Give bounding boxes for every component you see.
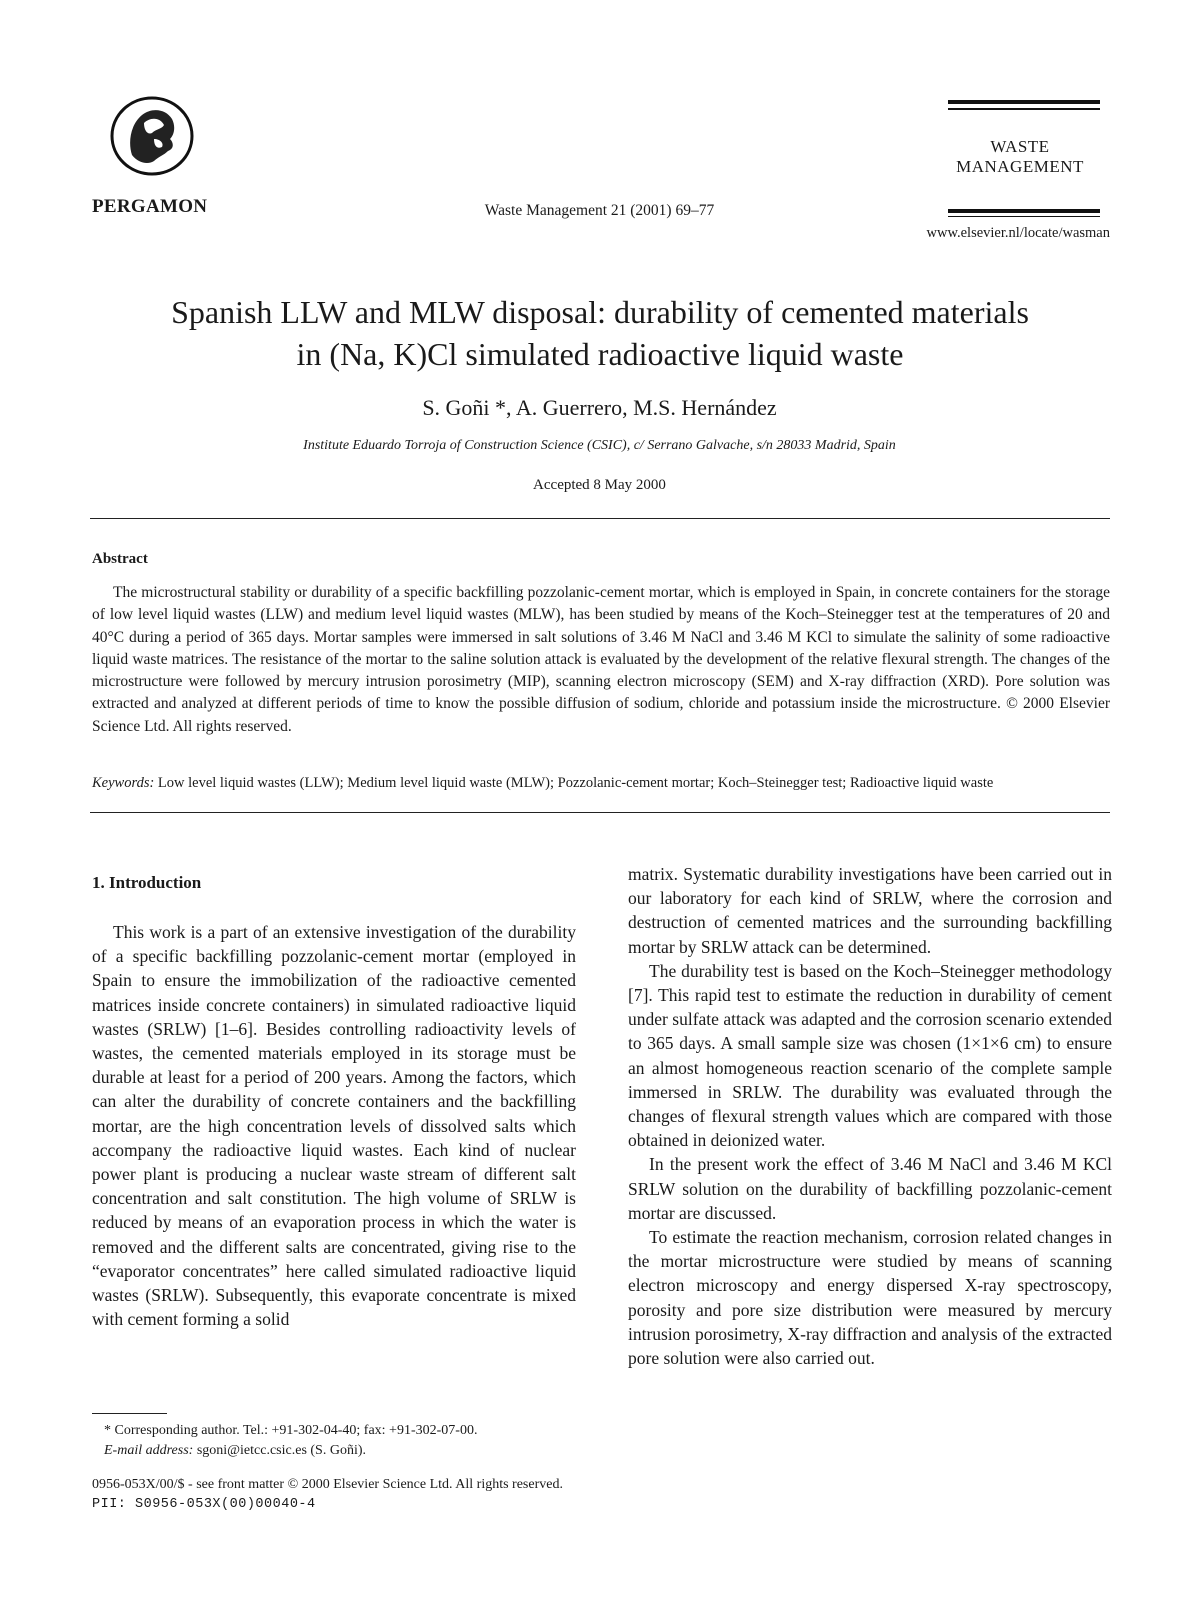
journal-name xyxy=(920,137,1120,177)
page-footer xyxy=(92,1475,563,1515)
keywords-list: Low level liquid wastes (LLW); Medium level liquid waste (MLW); Pozzolanic-cement mortar; Koch–Steinegger test; Radioactive liquid waste xyxy=(154,775,994,791)
pergamon-athena-logo xyxy=(104,95,200,177)
journal-name-line2: MANAGEMENT xyxy=(956,157,1084,176)
paragraph: This work is a part of an extensive investigation of the durability of a specific backfilling pozzolanic-cement mortar (employed in Spain to ensure the immobilization of the radioactive cemented matrices inside concrete containers) in simulated radioactive liquid wastes (SRLW) [1–6]. Besides controlling radioactivity levels of wastes, the cemented materials employed in its storage must be durable at least for a period of 200 years. Among the factors, which can alter the durability of concrete containers and the backfilling mortar, are the high concentration levels of dissolved salts which accompany the radioactive liquid wastes. Each kind of nuclear power plant is producing a nuclear waste stream of different salt concentration and salt constitution. The high volume of SRLW is reduced by means of an evaporation process in which the water is removed and the different salts are concentrated, giving rise to the “evaporator concentrates” here called simulated radioactive liquid wastes (SRLW). Subsequently, this evaporate concentrate is mixed with cement forming a solid xyxy=(92,922,576,1330)
paragraph: matrix. Systematic durability investigations have been carried out in our laboratory for each kind of SRLW, where the corrosion and destruction of cemented matrices and the surrounding backfilling mortar by SRLW attack can be determined. xyxy=(628,864,1112,957)
authors: S. Goñi *, A. Guerrero, M.S. Hernández xyxy=(422,395,777,420)
email-address[interactable]: sgoni@ietcc.csic.es (S. Goñi). xyxy=(193,1443,367,1458)
divider xyxy=(90,518,1110,519)
keywords-label: Keywords: xyxy=(92,775,155,791)
journal-url[interactable]: www.elsevier.nl/locate/wasman xyxy=(926,225,1110,241)
right-column xyxy=(628,862,1112,1370)
divider xyxy=(90,812,1110,813)
email-label: E-mail address: xyxy=(104,1443,194,1458)
journal-name-line1: WASTE xyxy=(990,137,1050,156)
publisher-name: PERGAMON xyxy=(92,196,208,217)
paragraph: In the present work the effect of 3.46 M NaCl and 3.46 M KCl SRLW solution on the durability of backfilling pozzolanic-cement mortar are discussed. xyxy=(628,1154,1112,1223)
header-rule xyxy=(948,100,1100,104)
corresponding-author: * Corresponding author. Tel.: +91-302-04-40; fax: +91-302-07-00. xyxy=(104,1423,478,1438)
copyright-line: 0956-053X/00/$ - see front matter © 2000 Elsevier Science Ltd. All rights reserved. xyxy=(92,1477,563,1492)
journal-reference: Waste Management 21 (2001) 69–77 xyxy=(484,202,715,219)
section-heading: 1. Introduction xyxy=(92,873,202,892)
abstract-text: The microstructural stability or durability of a specific backfilling pozzolanic-cement mortar, which is employed in Spain, in concrete containers for the storage of low level liquid wastes (LLW) and medium level liquid wastes (MLW), has been studied by means of the Koch–Steinegger test at the temperatures of 20 and 40°C during a period of 365 days. Mortar samples were immersed in salt solutions of 3.46 M NaCl and 3.46 M KCl to simulate the salinity of some radioactive liquid waste matrices. The resistance of the mortar to the saline solution attack is evaluated by the development of the relative flexural strength. The changes of the microstructure were followed by mercury intrusion porosimetry (MIP), scanning electron microscopy (SEM) and X-ray diffraction (XRD). Pore solution was extracted and analyzed at different periods of time to know the possible diffusion of sodium, chloride and potassium inside the microstructure. © 2000 Elsevier Science Ltd. All rights reserved. xyxy=(92,584,1110,735)
header-rule xyxy=(948,209,1100,213)
affiliation: Institute Eduardo Torroja of Construction Science (CSIC), c/ Serrano Galvache, s/n 28033 Madrid, Spain xyxy=(303,438,896,453)
paragraph: To estimate the reaction mechanism, corrosion related changes in the mortar microstructure were studied by means of scanning electron microscopy and energy dispersed X-ray spectroscopy, porosity and pore size distribution were measured by mercury intrusion porosimetry, X-ray diffraction and analysis of the extracted pore solution were also carried out. xyxy=(628,1227,1112,1369)
paragraph: The durability test is based on the Koch–Steinegger methodology [7]. This rapid test to estimate the reduction in durability of cement under sulfate attack was adapted and the corrosion scenario extended to 365 days. A small sample size was chosen (1×1×6 cm) to ensure an almost homogeneous reaction scenario of the complete sample immersed in SRLW. The durability was evaluated through the changes of flexural strength values which are compared with those obtained in deionized water. xyxy=(628,960,1112,1151)
header-rule xyxy=(948,216,1100,217)
abstract-heading: Abstract xyxy=(92,551,148,567)
footnote xyxy=(92,1421,592,1461)
title-line-2: in (Na, K)Cl simulated radioactive liquid waste xyxy=(296,336,904,372)
title-line-1: Spanish LLW and MLW disposal: durability of cemented materials xyxy=(171,294,1029,330)
keywords xyxy=(92,773,1110,794)
accepted-date: Accepted 8 May 2000 xyxy=(533,477,666,493)
article-title xyxy=(60,291,1140,375)
left-column xyxy=(92,920,576,1331)
header-rule xyxy=(948,108,1100,110)
footnote-rule xyxy=(92,1413,167,1414)
pii-line: PII: S0956-053X(00)00040-4 xyxy=(92,1497,316,1512)
